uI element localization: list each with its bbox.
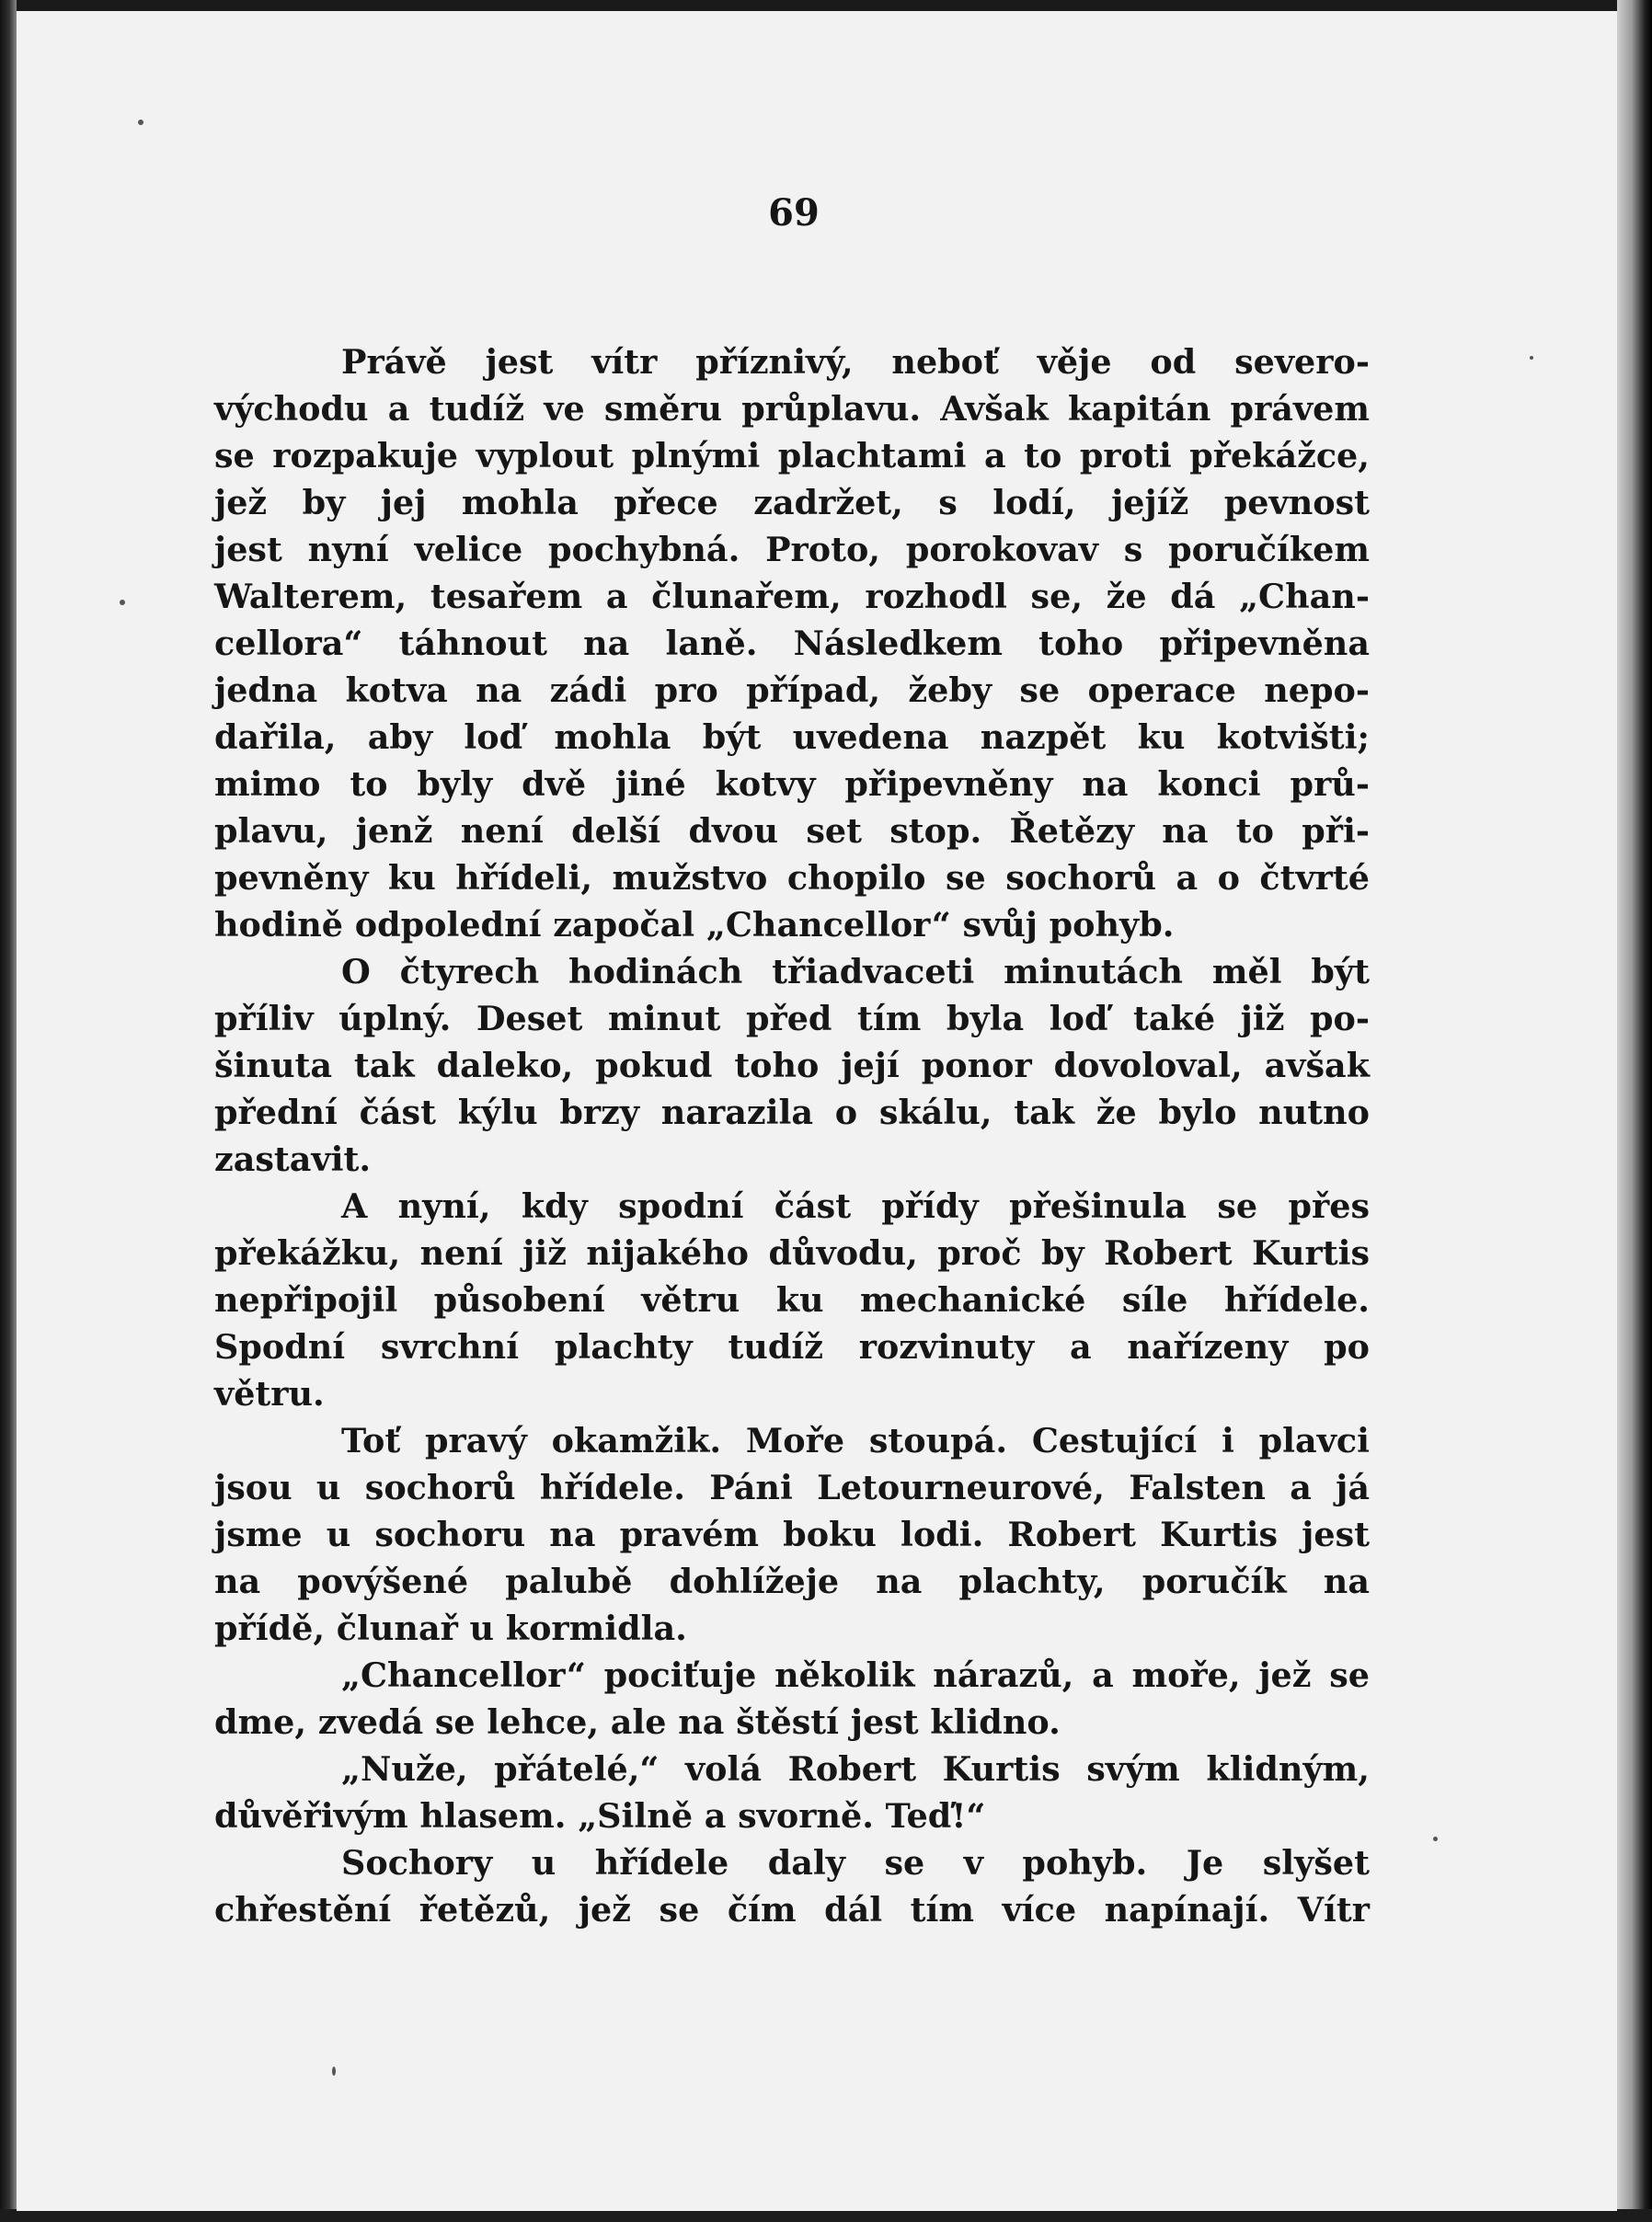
text-line: Toť pravý okamžik. Moře stoupá. Cestující i plavci	[341, 1421, 1370, 1460]
text-line: hodině odpolední započal „Chancellor“ svůj pohyb.	[214, 905, 1175, 945]
text-line: dme, zvedá se lehce, ale na štěstí jest klidno.	[214, 1702, 1061, 1742]
text-line: „Nuže, přátelé,“ volá Robert Kurtis svým klidným,	[341, 1749, 1370, 1789]
text-line: Sochory u hřídele daly se v pohyb. Je slyšet	[341, 1843, 1370, 1883]
scan-left-edge	[0, 0, 17, 2222]
text-line: Walterem, tesařem a člunařem, rozhodl se, že dá „Chan-	[214, 577, 1370, 616]
text-line: důvěřivým hlasem. „Silně a svorně. Teď!“	[214, 1796, 986, 1836]
text-line: šinuta tak daleko, pokud toho její ponor dovoloval, avšak	[214, 1046, 1370, 1085]
text-line: cellora“ táhnout na laně. Následkem toho připevněna	[214, 624, 1370, 663]
text-line: pevněny ku hřídeli, mužstvo chopilo se sochorů a o čtvrté	[214, 858, 1370, 898]
text-line: dařila, aby loď mohla být uvedena nazpět ku kotvišti;	[214, 717, 1370, 757]
text-line: jedna kotva na zádi pro případ, žeby se operace nepo-	[214, 670, 1370, 710]
text-line: jež by jej mohla přece zadržet, s lodí, jejíž pevnost	[214, 483, 1370, 522]
book-page	[17, 11, 1617, 2211]
text-line: překážku, není již nijakého důvodu, proč by Robert Kurtis	[214, 1233, 1370, 1273]
text-line: „Chancellor“ pociťuje několik nárazů, a moře, jež se	[341, 1655, 1370, 1695]
text-line: O čtyrech hodinách třiadvaceti minutách měl být	[341, 952, 1370, 991]
scan-speck	[1530, 356, 1533, 360]
text-line: větru.	[214, 1374, 325, 1414]
text-line: chřestění řetězů, jež se čím dál tím více napínají. Vítr	[214, 1890, 1370, 1930]
text-line: jsou u sochorů hřídele. Páni Letourneurové, Falsten a já	[214, 1468, 1370, 1507]
text-line: na povýšené palubě dohlížeje na plachty, poručík na	[214, 1562, 1370, 1601]
scan-speck	[120, 600, 125, 605]
scan-top-edge	[0, 0, 1652, 11]
text-line: východu a tudíž ve směru průplavu. Avšak kapitán právem	[214, 389, 1370, 429]
text-line: Spodní svrchní plachty tudíž rozvinuty a nařízeny po	[214, 1327, 1370, 1367]
scan-speck	[332, 2067, 336, 2076]
text-line: jest nyní velice pochybná. Proto, porokovav s poručíkem	[214, 530, 1370, 569]
text-line: Právě jest vítr příznivý, neboť věje od severo-	[341, 342, 1370, 382]
text-line: zastavit.	[214, 1140, 372, 1179]
scan-right-edge	[1617, 0, 1652, 2222]
text-line: se rozpakuje vyplout plnými plachtami a to proti překážce,	[214, 436, 1370, 475]
scan-bottom-edge	[0, 2209, 1652, 2222]
text-line: příliv úplný. Deset minut před tím byla loď také již po-	[214, 999, 1370, 1038]
body-text	[214, 338, 1370, 1933]
text-line: nepřipojil působení větru ku mechanické síle hřídele.	[214, 1280, 1370, 1320]
page-number: 69	[768, 191, 820, 235]
text-line: přední část kýlu brzy narazila o skálu, tak že bylo nutno	[214, 1093, 1370, 1132]
text-line: přídě, člunař u kormidla.	[214, 1609, 687, 1648]
scan-speck	[1433, 1837, 1438, 1841]
scan-speck	[138, 120, 143, 125]
text-line: mimo to byly dvě jiné kotvy připevněny na konci prů-	[214, 764, 1370, 804]
text-line: A nyní, kdy spodní část přídy přešinula se přes	[341, 1186, 1370, 1226]
text-line: plavu, jenž není delší dvou set stop. Řetězy na to při-	[214, 811, 1370, 851]
text-line: jsme u sochoru na pravém boku lodi. Robert Kurtis jest	[214, 1515, 1370, 1554]
